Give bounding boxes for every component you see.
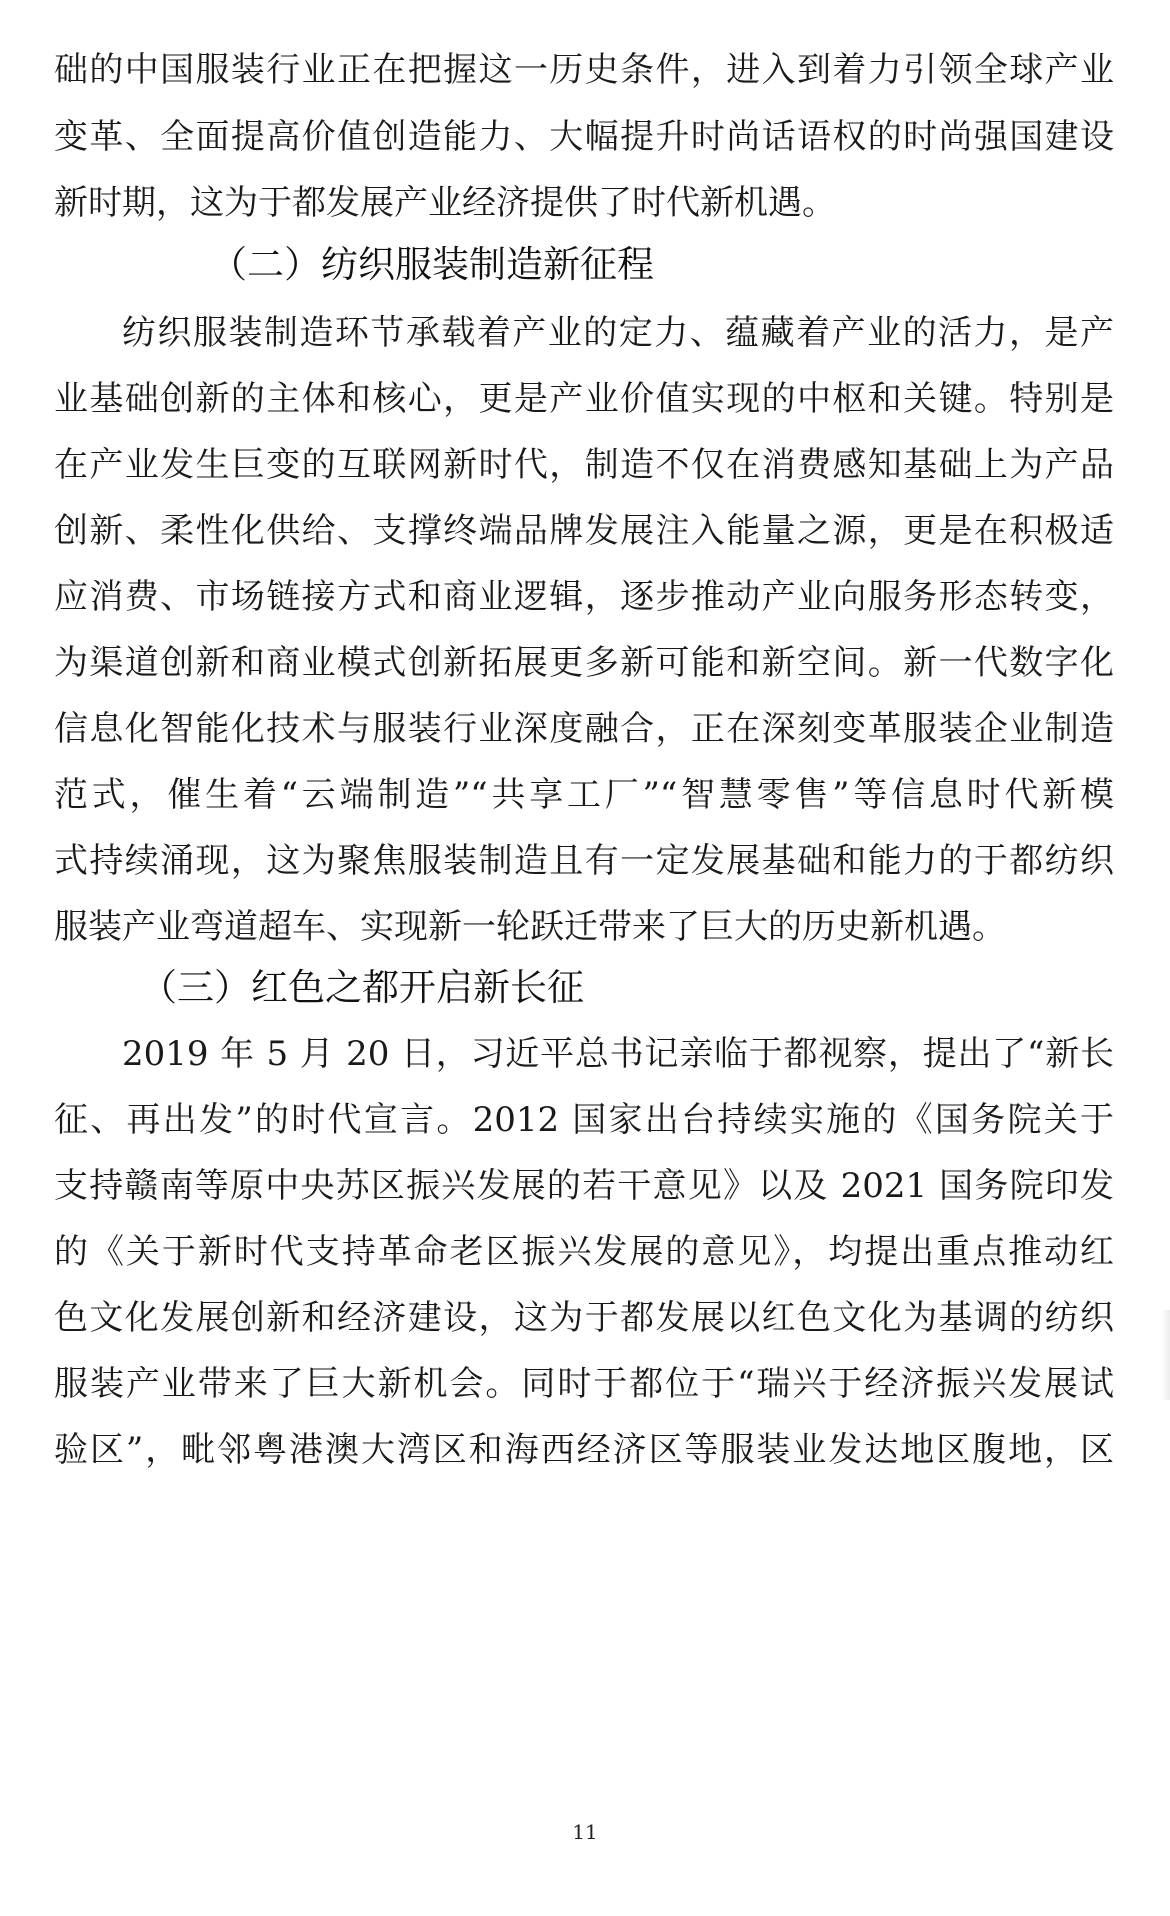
paragraph2-line-9: 式持续涌现，这为聚焦服装制造且有一定发展基础和能力的于都纺织: [54, 841, 1114, 881]
section-heading-3: （三）红色之都开启新长征: [140, 966, 584, 1009]
paragraph2-line-10: 服装产业弯道超车、实现新一轮跃迁带来了巨大的历史新机遇。: [54, 907, 1006, 947]
paragraph2-line-5: 应消费、市场链接方式和商业逻辑，逐步推动产业向服务形态转变，: [54, 577, 1114, 617]
paragraph2-line-3: 在产业发生巨变的互联网新时代，制造不仅在消费感知基础上为产品: [54, 445, 1114, 485]
paragraph3-line-3: 支持赣南等原中央苏区振兴发展的若干意见》以及 2021 国务院印发: [54, 1166, 1114, 1206]
paragraph2-line-7: 信息化智能化技术与服装行业深度融合，正在深刻变革服装企业制造: [54, 709, 1114, 749]
paragraph3-line-6: 服装产业带来了巨大新机会。同时于都位于“瑞兴于经济振兴发展试: [54, 1364, 1114, 1404]
paragraph3-line-4: 的《关于新时代支持革命老区振兴发展的意见》，均提出重点推动红: [54, 1232, 1114, 1272]
paragraph1-line-2: 变革、全面提高价值创造能力、大幅提升时尚话语权的时尚强国建设: [54, 117, 1114, 157]
scan-edge-shadow: [1162, 1310, 1170, 1400]
section-heading-2: （二）纺织服装制造新征程: [210, 243, 654, 286]
paragraph2-line-4: 创新、柔性化供给、支撑终端品牌发展注入能量之源，更是在积极适: [54, 511, 1114, 551]
paragraph3-line-5: 色文化发展创新和经济建设，这为于都发展以红色文化为基调的纺织: [54, 1298, 1114, 1338]
paragraph3-line-2: 征、再出发”的时代宣言。2012 国家出台持续实施的《国务院关于: [54, 1100, 1114, 1140]
paragraph2-line-6: 为渠道创新和商业模式创新拓展更多新可能和新空间。新一代数字化: [54, 643, 1114, 683]
paragraph2-line-1: 纺织服装制造环节承载着产业的定力、蕴藏着产业的活力，是产: [122, 313, 1114, 353]
paragraph3-line-1: 2019 年 5 月 20 日，习近平总书记亲临于都视察，提出了“新长: [122, 1034, 1114, 1074]
paragraph2-line-8: 范式，催生着“云端制造”“共享工厂”“智慧零售”等信息时代新模: [54, 775, 1114, 815]
paragraph3-line-7: 验区”，毗邻粤港澳大湾区和海西经济区等服装业发达地区腹地，区: [54, 1430, 1114, 1470]
paragraph2-line-2: 业基础创新的主体和核心，更是产业价值实现的中枢和关键。特别是: [54, 379, 1114, 419]
paragraph1-line-1: 础的中国服装行业正在把握这一历史条件，进入到着力引领全球产业: [54, 50, 1114, 90]
paragraph1-line-3: 新时期，这为于都发展产业经济提供了时代新机遇。: [54, 183, 836, 223]
page-number: 11: [572, 1820, 598, 1844]
